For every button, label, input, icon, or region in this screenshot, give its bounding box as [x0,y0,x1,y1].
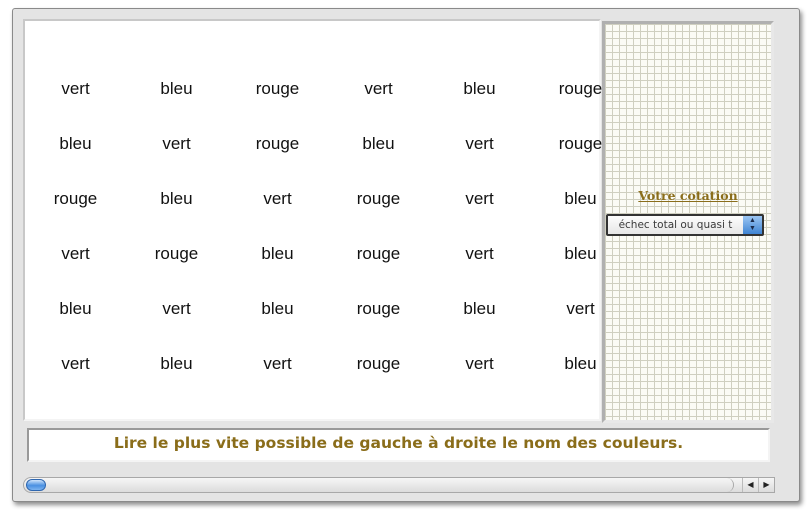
color-word: vert [61,244,90,263]
color-word: rouge [558,79,603,98]
scroll-track-end [725,478,734,492]
color-word: rouge [53,189,98,208]
color-word: rouge [154,244,199,263]
rating-label[interactable]: Votre cotation [638,188,738,203]
app-window [12,8,800,502]
color-word: bleu [59,134,92,153]
color-word: vert [465,354,494,373]
color-word: bleu [261,244,294,263]
color-word: bleu [261,299,294,318]
scroll-thumb[interactable] [26,479,46,491]
rating-select[interactable] [606,214,764,236]
color-word: vert [465,189,494,208]
left-arrow-icon[interactable]: ◀ [742,478,758,492]
rating-side-panel [602,21,774,423]
up-down-arrows-icon[interactable]: ▲ ▼ [743,216,762,234]
color-word: vert [566,299,595,318]
color-word: bleu [463,299,496,318]
color-word: rouge [356,189,401,208]
color-word: rouge [356,299,401,318]
color-word: bleu [160,354,193,373]
color-word: rouge [356,354,401,373]
color-word: rouge [255,134,300,153]
rating-select-value: échec total ou quasi t [608,216,743,234]
color-word: rouge [255,79,300,98]
color-word: bleu [160,79,193,98]
instruction-text: Lire le plus vite possible de gauche à droite le nom des couleurs. [113,434,684,452]
instruction-box [27,428,770,462]
horizontal-scrollbar[interactable] [23,477,775,493]
color-word: bleu [564,354,597,373]
color-word: bleu [463,79,496,98]
color-word: rouge [558,134,603,153]
right-arrow-icon[interactable]: ▶ [758,478,774,492]
color-word: vert [465,134,494,153]
color-word: bleu [160,189,193,208]
color-word: vert [162,134,191,153]
color-word: bleu [564,244,597,263]
color-word: vert [61,354,90,373]
color-word: rouge [356,244,401,263]
color-word: vert [263,354,292,373]
color-word: vert [465,244,494,263]
color-word: vert [263,189,292,208]
color-words-grid [25,61,601,391]
color-word: vert [364,79,393,98]
color-word: bleu [362,134,395,153]
color-words-panel [23,19,601,421]
color-word: bleu [564,189,597,208]
color-word: vert [162,299,191,318]
color-word: bleu [59,299,92,318]
color-word: vert [61,79,90,98]
